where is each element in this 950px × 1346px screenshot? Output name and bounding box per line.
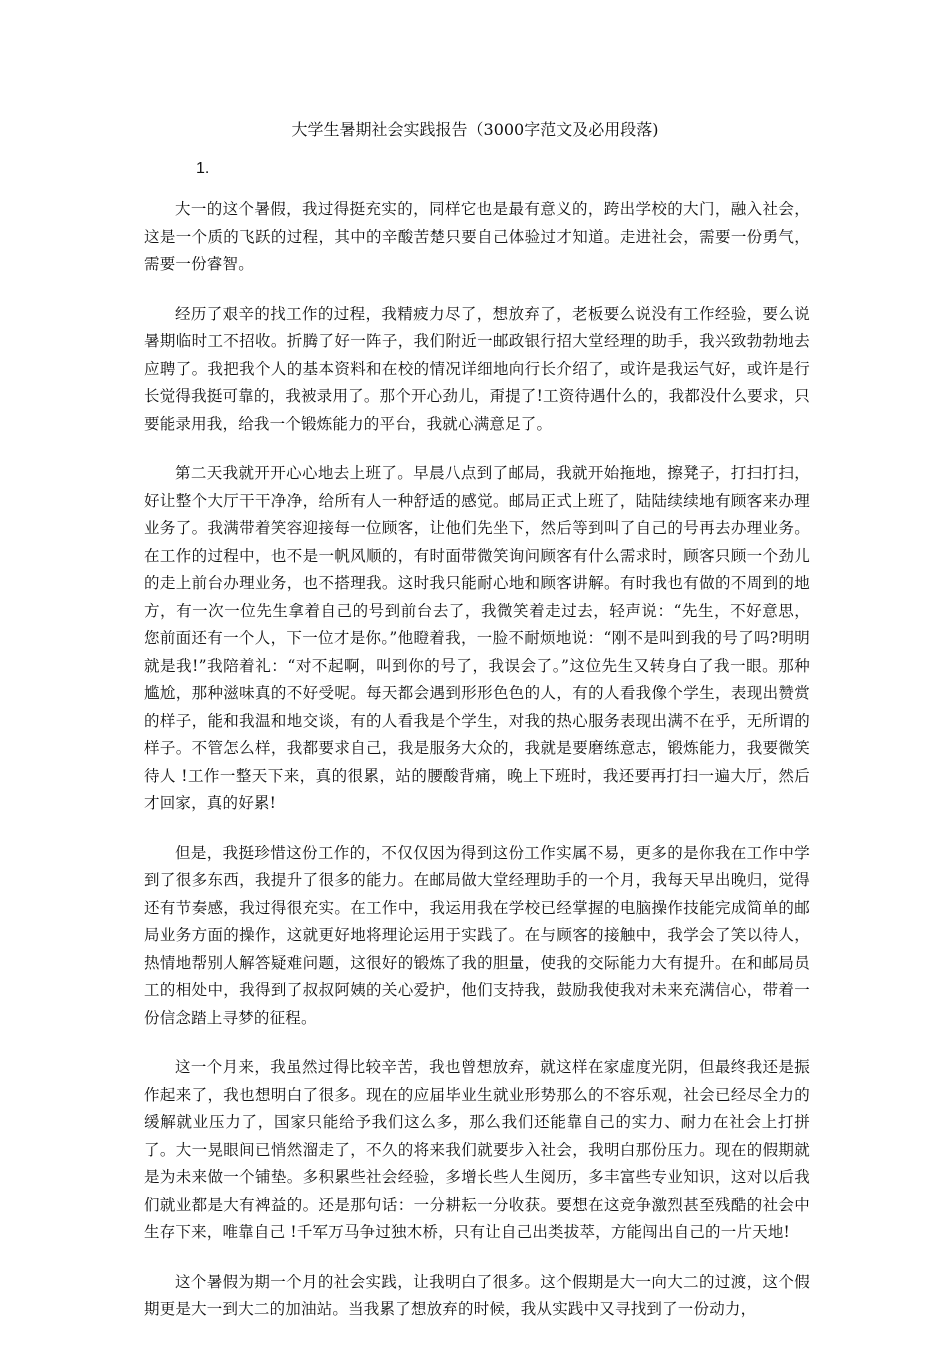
paragraph-3: 第二天我就开开心心地去上班了。早晨八点到了邮局，我就开始拖地，擦凳子，打扫打扫，好让整个大厅干干净净，给所有人一种舒适的感觉。邮局正式上班了，陆陆续续地有顾客来办理业务了。我满带着笑容迎接每一位顾客，让他们先坐下，然后等到叫了自己的号再去办理业务。在工作的过程中，也不是一帆风顺的，有时面带微笑询问顾客有什么需求时，顾客只顾一个劲儿的走上前台办理业务，也不搭理我。这时我只能耐心地和顾客讲解。有时我也有做的不周到的地方，有一次一位先生拿着自己的号到前台去了，我微笑着走过去，轻声说：“先生，不好意思，您前面还有一个人，下一位才是你。”他瞪着我，一脸不耐烦地说：“刚不是叫到我的号了吗?明明就是我!”我陪着礼：“对不起啊，叫到你的号了，我误会了。”这位先生又转身白了我一眼。那种尴尬，那种滋味真的不好受呢。每天都会遇到形形色色的人，有的人看我像个学生，表现出赞赏的样子，能和我温和地交谈，有的人看我是个学生，对我的热心服务表现出满不在乎，无所谓的样子。不管怎么样，我都要求自己，我是服务大众的，我就是要磨练意志，锻炼能力，我要微笑待人 !工作一整天下来，真的很累，站的腰酸背痛，晚上下班时，我还要再打扫一遍大厅，然后才回家，真的好累! bbox=[144, 464, 810, 812]
paragraph-1: 大一的这个暑假，我过得挺充实的，同样它也是最有意义的，跨出学校的大门，融入社会，这是一个质的飞跃的过程，其中的辛酸苦楚只要自己体验过才知道。走进社会，需要一份勇气，需要一份睿智。 bbox=[144, 200, 810, 273]
paragraph-6: 这个暑假为期一个月的社会实践，让我明白了很多。这个假期是大一向大二的过渡，这个假期更是大一到大二的加油站。当我累了想放弃的时候，我从实践中又寻找到了一份动力， bbox=[144, 1272, 810, 1318]
paragraph-2: 经历了艰辛的找工作的过程，我精疲力尽了，想放弃了，老板要么说没有工作经验，要么说暑期临时工不招收。折腾了好一阵子，我们附近一邮政银行招大堂经理的助手，我兴致勃勃地去应聘了。我把我个人的基本资料和在校的情况详细地向行长介绍了，或许是我运气好，或许是行长觉得我挺可靠的，我被录用了。那个开心劲儿，甭提了!工资待遇什么的，我都没什么要求，只要能录用我，给我一个锻炼能力的平台，我就心满意足了。 bbox=[144, 304, 810, 433]
list-number: 1. bbox=[196, 160, 210, 177]
document-title: 大学生暑期社会实践报告（3000字范文及必用段落) bbox=[291, 120, 659, 139]
document-body bbox=[144, 196, 810, 1346]
paragraph-4: 但是，我挺珍惜这份工作的，不仅仅因为得到这份工作实属不易，更多的是你我在工作中学到了很多东西，我提升了很多的能力。在邮局做大堂经理助手的一个月，我每天早出晚归，觉得还有节奏感，我过得很充实。在工作中，我运用我在学校已经掌握的电脑操作技能完成简单的邮局业务方面的操作，这就更好地将理论运用于实践了。在与顾客的接触中，我学会了笑以待人，热情地帮别人解答疑难问题，这很好的锻炼了我的胆量，使我的交际能力大有提升。在和邮局员工的相处中，我得到了叔叔阿姨的关心爱护，他们支持我，鼓励我使我对未来充满信心，带着一份信念踏上寻梦的征程。 bbox=[144, 843, 810, 1027]
paragraph-5: 这一个月来，我虽然过得比较辛苦，我也曾想放弃，就这样在家虚度光阴，但最终我还是振作起来了，我也想明白了很多。现在的应届毕业生就业形势那么的不容乐观，社会已经尽全力的缓解就业压力了，国家只能给予我们这么多，那么我们还能靠自己的实力、耐力在社会上打拼了。大一晃眼间已悄然溜走了，不久的将来我们就要步入社会，我明白那份压力。现在的假期就是为未来做一个铺垫。多积累些社会经验，多增长些人生阅历，多丰富些专业知识，这对以后我们就业都是大有裨益的。还是那句话：一分耕耘一分收获。要想在这竞争激烈甚至残酷的社会中生存下来，唯靠自己 !千军万马争过独木桥，只有让自己出类拔萃，方能闯出自己的一片天地! bbox=[144, 1058, 810, 1241]
